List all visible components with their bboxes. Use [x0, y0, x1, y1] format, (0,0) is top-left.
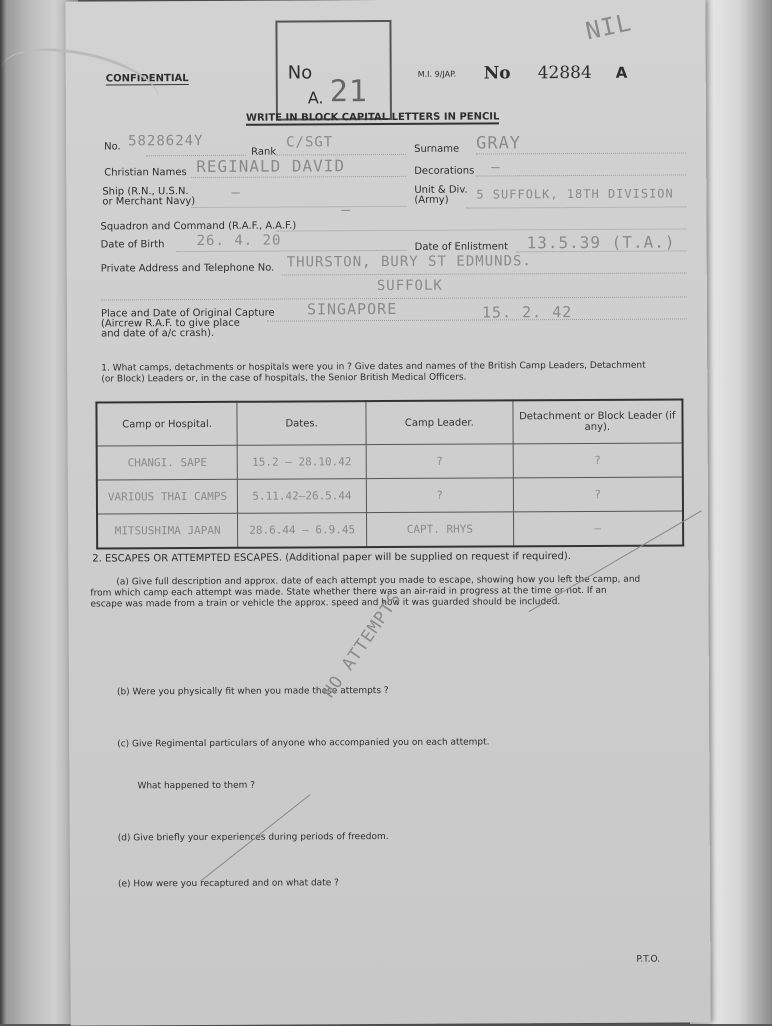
- stamp-no: No: [287, 62, 313, 84]
- decorations-label: Decorations: [414, 165, 475, 177]
- address-value-2: SUFFOLK: [376, 277, 443, 295]
- squadron-value: —: [341, 202, 351, 219]
- capture-date: 15. 2. 42: [481, 303, 573, 322]
- table-cell: ?: [513, 443, 683, 478]
- form-number: 42884: [537, 62, 592, 84]
- instruction-heading: WRITE IN BLOCK CAPITAL LETTERS IN PENCIL: [245, 111, 500, 124]
- stamp-box: [275, 20, 392, 121]
- question-2b: (b) Were you physically fit when you made these attempts ?: [116, 685, 389, 698]
- question-2c: (c) Give Regimental particulars of anyone who accompanied you on each attempt.: [117, 737, 490, 750]
- question-2e: (e) How were you recaptured and on what date ?: [117, 878, 339, 890]
- table-cell: VARIOUS THAI CAMPS: [97, 479, 238, 514]
- table-cell: ?: [366, 444, 513, 479]
- enlistment-label: Date of Enlistment: [414, 241, 509, 253]
- table-cell: ?: [366, 478, 513, 513]
- question-2d: (d) Give briefly your experiences during periods of freedom.: [117, 832, 389, 844]
- document-page: [65, 0, 710, 1026]
- nil-annotation: NIL: [583, 8, 635, 46]
- dob-value: 26. 4. 20: [196, 232, 282, 249]
- table-row: [97, 511, 683, 549]
- capture-place: SINGAPORE: [306, 299, 398, 319]
- table-cell: 5.11.42–26.5.44: [237, 479, 366, 514]
- form-no-label: No: [483, 63, 511, 84]
- question-1: 1. What camps, detachments or hospitals were you in ? Give dates and names of the British Camp Leaders, Detachment (or Block) Leaders or, in the case of hospitals, the Senior British Medical Officers.: [101, 360, 646, 385]
- question-2c-followup: What happened to them ?: [137, 780, 256, 792]
- decorations-value: —: [491, 159, 501, 176]
- table-row: [97, 443, 683, 480]
- pto-label: P.T.O.: [636, 954, 661, 965]
- stamp-series: A.: [307, 88, 324, 108]
- no-value: 5828624Y: [128, 132, 204, 150]
- table-cell: 15.2 – 28.10.42: [237, 445, 366, 480]
- table-cell: MITSUSHIMA JAPAN: [97, 513, 238, 548]
- form-suffix: A: [615, 63, 628, 82]
- rank-value: C/SGT: [286, 134, 334, 151]
- table-cell: 28.6.44 – 6.9.45: [238, 513, 367, 548]
- address-value: THURSTON, BURY ST EDMUNDS.: [286, 253, 532, 271]
- unit-value: 5 SUFFOLK, 18TH DIVISION: [476, 186, 674, 202]
- christian-names-label: Christian Names: [104, 167, 187, 179]
- ref-label: M.I. 9/JAP.: [417, 69, 457, 79]
- address-label: Private Address and Telephone No.: [100, 262, 275, 275]
- col-block-leader: Detachment or Block Leader (if any).: [512, 399, 682, 443]
- col-camp-leader: Camp Leader.: [366, 400, 513, 444]
- question-2a: (a) Give full description and approx. date of each attempt you made to escape, showing how you left the camp, and from which camp each attempt was made. State whether there was an air-raid in progress at the time or not. If an escape was made from a train or vehicle the approx. speed and how it was guarded should be included.: [90, 574, 641, 610]
- surname-value: GRAY: [476, 133, 522, 154]
- enlistment-value: 13.5.39 (T.A.): [526, 232, 676, 253]
- col-dates: Dates.: [237, 401, 366, 445]
- table-cell: CAPT. RHYS: [367, 512, 514, 547]
- no-label: No.: [104, 141, 121, 153]
- unit-label: Unit & Div. (Army): [414, 184, 468, 206]
- col-camp: Camp or Hospital.: [96, 402, 237, 446]
- question-2-title: 2. ESCAPES OR ATTEMPTED ESCAPES. (Additional paper will be supplied on request if required).: [92, 551, 571, 565]
- table-row: [97, 477, 683, 514]
- squadron-label: Squadron and Command (R.A.F., A.A.F.): [100, 220, 297, 233]
- ship-value: —: [231, 184, 241, 201]
- dob-label: Date of Birth: [100, 239, 165, 251]
- table-cell: CHANGI. SAPE: [97, 445, 238, 480]
- no-attempts-annotation: NO ATTEMPTS: [318, 588, 406, 702]
- ship-label: Ship (R.N., U.S.N. or Merchant Navy): [102, 186, 196, 208]
- christian-names-value: REGINALD DAVID: [196, 156, 346, 176]
- table-cell: —: [513, 511, 683, 546]
- table-cell: ?: [513, 477, 683, 512]
- rank-label: Rank: [251, 146, 277, 158]
- table-header-row: [96, 399, 682, 446]
- camps-table: [95, 398, 684, 549]
- stamp-number: 21: [329, 74, 369, 110]
- surname-label: Surname: [414, 143, 460, 155]
- capture-label: Place and Date of Original Capture (Aircrew R.A.F. to give place and date of a/c crash).: [100, 307, 275, 340]
- confidential-label: CONFIDENTIAL: [105, 73, 189, 85]
